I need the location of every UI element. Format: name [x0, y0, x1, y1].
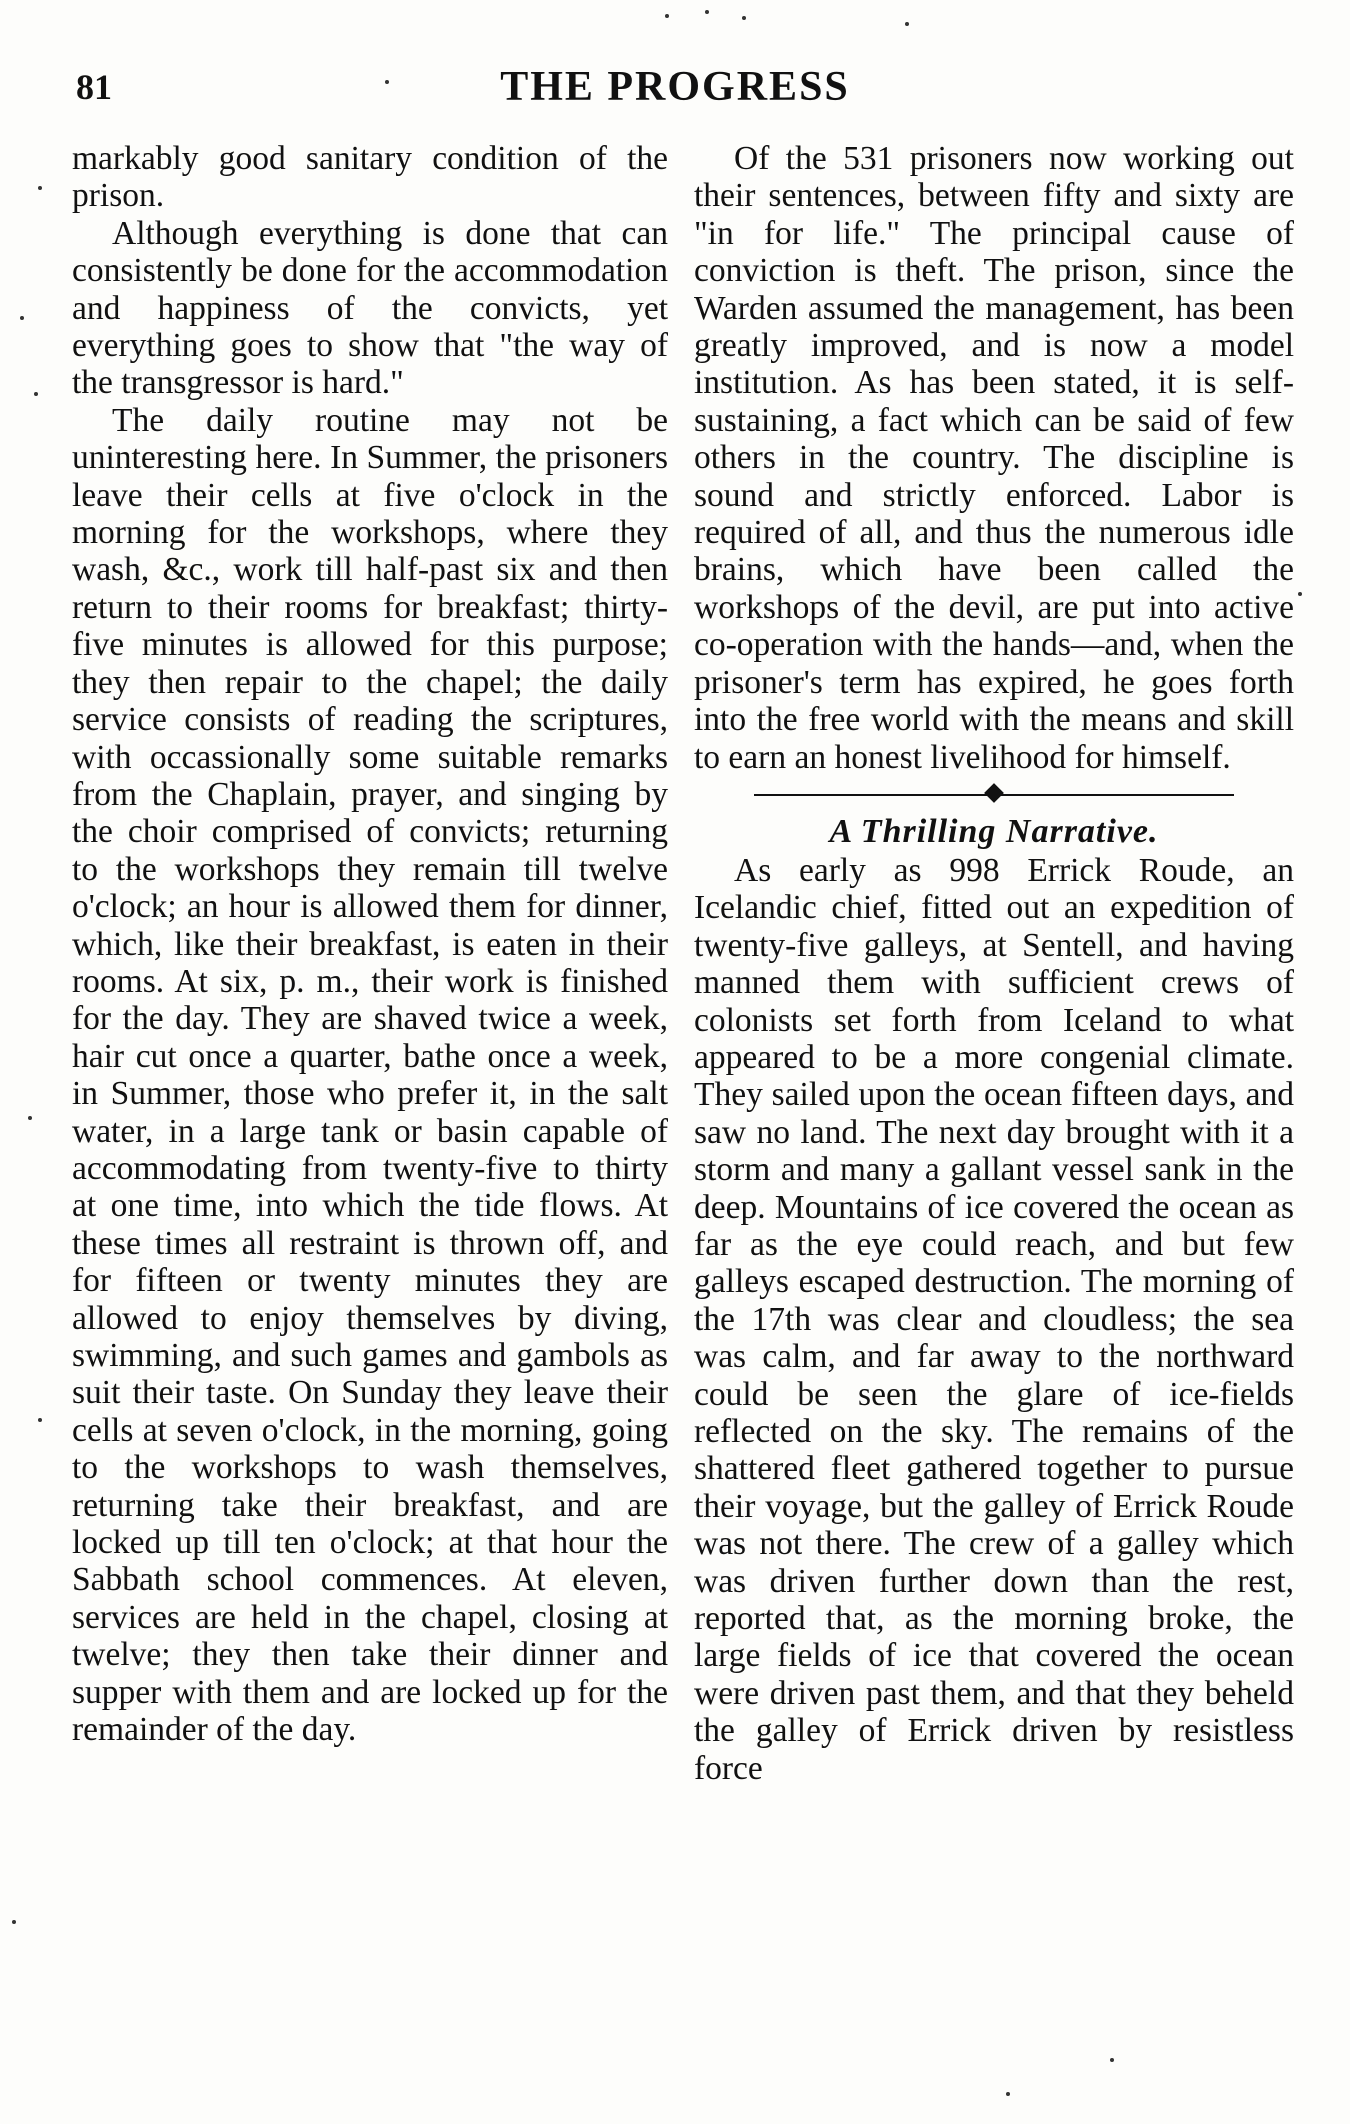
print-speck: [665, 14, 669, 18]
left-paragraph-3: The daily routine may not be uninteresting here. In Summer, the prisoners leave their cells at five o'clock in the morning for the workshops, where they wash, &c., work till half-past six and then return to their rooms for breakfast; thirty-five minutes is allowed for this purpose; they then repair to the chapel; the daily service consists of reading the scriptures, with occassionally some suitable remarks from the Chaplain, prayer, and singing by the choir comprised of convicts; returning to the workshops they remain till twelve o'clock; an hour is allowed them for dinner, which, like their breakfast, is eaten in their rooms. At six, p. m., their work is finished for the day. They are shaved twice a week, hair cut once a quarter, bathe once a week, in Summer, those who prefer it, in the salt water, in a large tank or basin capable of accommodating from twenty-five to thirty at one time, into which the tide flows. At these times all restraint is thrown off, and for fifteen or twenty minutes they are allowed to enjoy themselves by diving, swimming, and such games and gambols as suit their taste. On Sunday they leave their cells at seven o'clock, in the morning, going to the workshops to wash themselves, returning take their breakfast, and are locked up till ten o'clock; at that hour the Sabbath school commences. At eleven, services are held in the chapel, closing at twelve; they then take their dinner and supper with them and are locked up for the remainder of the day.: [72, 401, 668, 1749]
print-speck: [38, 186, 42, 190]
print-speck: [38, 1418, 42, 1422]
left-column: [72, 140, 668, 1748]
divider-ornament-icon: [984, 783, 1004, 803]
print-speck: [905, 22, 909, 26]
page-header: [40, 62, 1310, 112]
left-paragraph-1: markably good sanitary condition of the prison.: [72, 140, 668, 215]
print-speck: [385, 80, 389, 84]
section-divider: [694, 782, 1294, 808]
print-speck: [1298, 592, 1302, 596]
right-paragraph-2: As early as 998 Errick Roude, an Icelandic chief, fitted out an expedition of twenty-five galleys, at Sentell, and having manned them with sufficient crews of colonists set forth from Iceland to what appeared to be a more congenial climate. They sailed upon the ocean fifteen days, and saw no land. The next day brought with it a storm and many a gallant vessel sank in the deep. Mountains of ice covered the ocean as far as the eye could reach, and but few galleys escaped destruction. The morning of the 17th was clear and cloudless; the sea was calm, and far away to the northward could be seen the glare of ice-fields reflected on the sky. The remains of the shattered fleet gathered together to pursue their voyage, but the galley of Errick Roude was not there. The crew of a galley which was driven further down than the rest, reported that, as the morning broke, the large fields of ice that covered the ocean were driven past them, and that they beheld the galley of Errick driven by resistless force: [694, 851, 1294, 1787]
print-speck: [12, 1920, 16, 1924]
print-speck: [1110, 2058, 1114, 2062]
right-column: [694, 140, 1294, 1787]
print-speck: [705, 10, 709, 14]
section-heading: A Thrilling Narrative.: [829, 812, 1159, 850]
left-paragraph-2: Although everything is done that can consistently be done for the accommodation and happiness of the convicts, yet everything goes to show that "the way of the transgressor is hard.": [72, 214, 668, 402]
print-speck: [20, 316, 24, 320]
print-speck: [742, 16, 746, 20]
print-speck: [28, 1116, 32, 1120]
print-speck: [34, 392, 38, 396]
running-title: THE PROGRESS: [500, 64, 850, 110]
right-paragraph-1: Of the 531 prisoners now working out their sentences, between fifty and sixty are "in for life." The principal cause of conviction is theft. The prison, since the Warden assumed the management, has been greatly improved, and is now a model institution. As has been stated, it is self-sustaining, a fact which can be said of few others in the country. The discipline is sound and strictly enforced. Labor is required of all, and thus the numerous idle brains, which have been called the workshops of the devil, are put into active co-operation with the hands—and, when the prisoner's term has expired, he goes forth into the free world with the means and skill to earn an honest livelihood for himself.: [694, 140, 1294, 776]
page-number: 81: [76, 67, 112, 107]
print-speck: [1006, 2092, 1010, 2096]
